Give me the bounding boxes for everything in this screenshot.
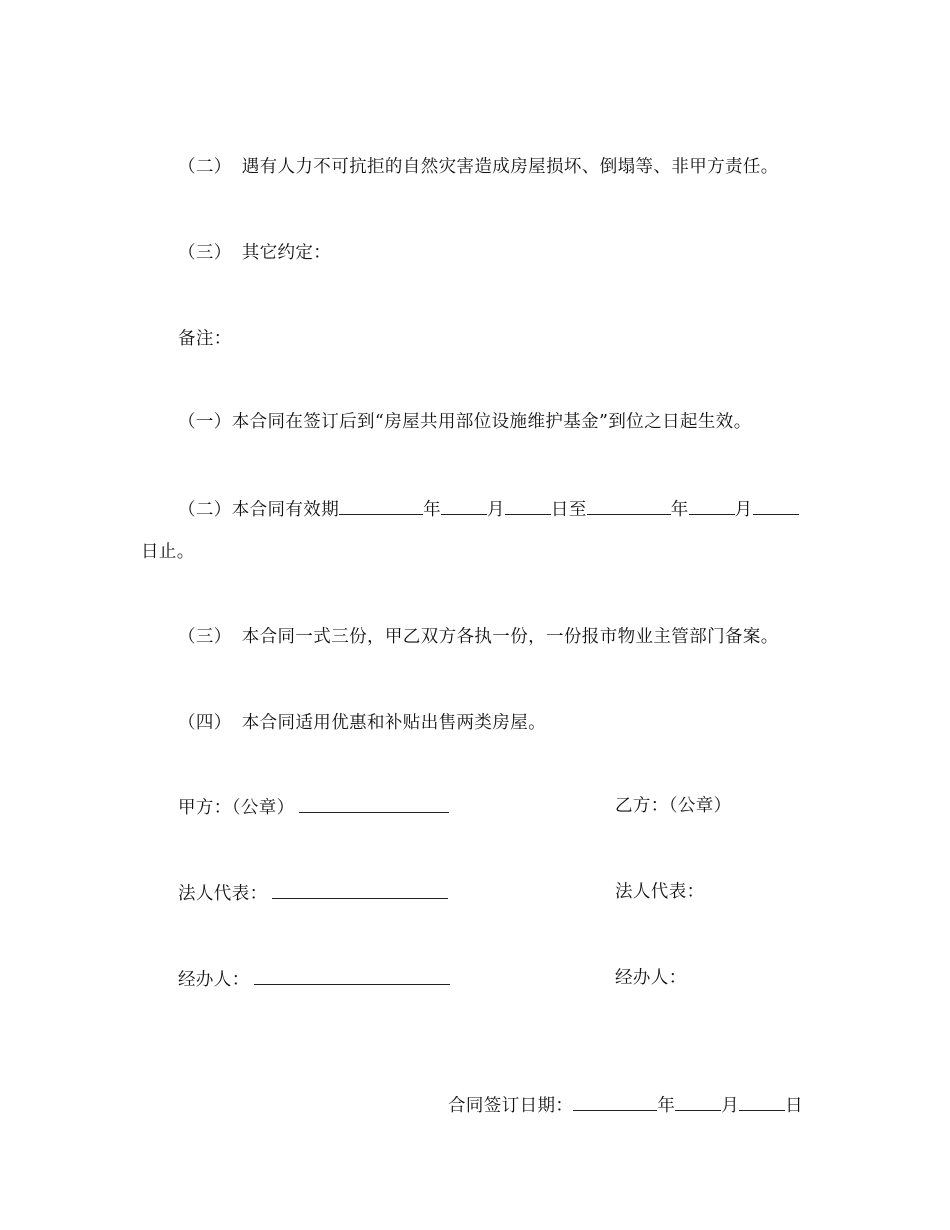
party-b-representative: 法人代表： <box>615 882 705 902</box>
party-b-agent: 经办人： <box>615 968 687 988</box>
end-month-blank[interactable] <box>689 496 735 515</box>
party-a-rep-label: 法人代表： <box>178 884 268 904</box>
remark-number: （四） <box>178 713 232 733</box>
end-year-blank[interactable] <box>587 496 671 515</box>
remark-validity-end: 日止。 <box>141 542 195 562</box>
clause-force-majeure <box>178 155 779 179</box>
party-a-seal-label: 甲方：（公章） <box>178 798 295 818</box>
start-day-blank[interactable] <box>505 496 551 515</box>
party-a-agent <box>178 966 450 992</box>
party-b-seal: 乙方：（公章） <box>615 796 732 816</box>
signing-date-label: 合同签订日期： <box>448 1096 574 1116</box>
party-a-seal <box>178 794 449 820</box>
remark-text: 本合同有效期 <box>231 500 340 520</box>
month-label: 月 <box>487 500 505 520</box>
start-year-blank[interactable] <box>339 496 423 515</box>
year-label: 年 <box>423 500 442 520</box>
remarks-heading: 备注： <box>178 329 232 349</box>
party-a-seal-blank[interactable] <box>299 794 449 813</box>
month-label: 月 <box>734 500 753 520</box>
remark-text: 本合同一式三份，甲乙双方各执一份，一份报市物业主管部门备案。 <box>241 627 779 647</box>
party-a-rep-blank[interactable] <box>272 880 448 899</box>
clause-text: 其它约定： <box>241 243 332 263</box>
clause-number: （三） <box>178 243 232 263</box>
remark-copies <box>178 625 779 649</box>
year-label: 年 <box>657 1096 676 1116</box>
clause-other-agreements <box>178 241 331 265</box>
remark-text: 本合同在签订后到“房屋共用部位设施维护基金”到位之日起生效。 <box>231 412 752 432</box>
party-a-representative <box>178 880 448 906</box>
start-month-blank[interactable] <box>441 496 487 515</box>
party-a-agent-label: 经办人： <box>178 970 250 990</box>
clause-text: 遇有人力不可抗拒的自然灾害造成房屋损坏、倒塌等、非甲方责任。 <box>241 157 779 177</box>
remark-validity <box>178 496 799 522</box>
remark-applicability <box>178 711 546 735</box>
month-label: 月 <box>721 1096 740 1116</box>
sign-year-blank[interactable] <box>573 1092 657 1111</box>
sign-month-blank[interactable] <box>675 1092 721 1111</box>
signing-date <box>448 1092 803 1118</box>
party-a-agent-blank[interactable] <box>254 966 450 985</box>
end-day-blank[interactable] <box>753 496 799 515</box>
remark-number: （一） <box>178 412 232 432</box>
sign-day-blank[interactable] <box>739 1092 785 1111</box>
remark-effective <box>178 410 752 434</box>
remark-number: （三） <box>178 627 232 647</box>
year-label: 年 <box>670 500 689 520</box>
remark-number: （二） <box>178 500 232 520</box>
day-to-label: 日至 <box>550 500 587 520</box>
clause-number: （二） <box>178 157 232 177</box>
remark-text: 本合同适用优惠和补贴出售两类房屋。 <box>241 713 547 733</box>
day-label: 日 <box>785 1096 804 1116</box>
